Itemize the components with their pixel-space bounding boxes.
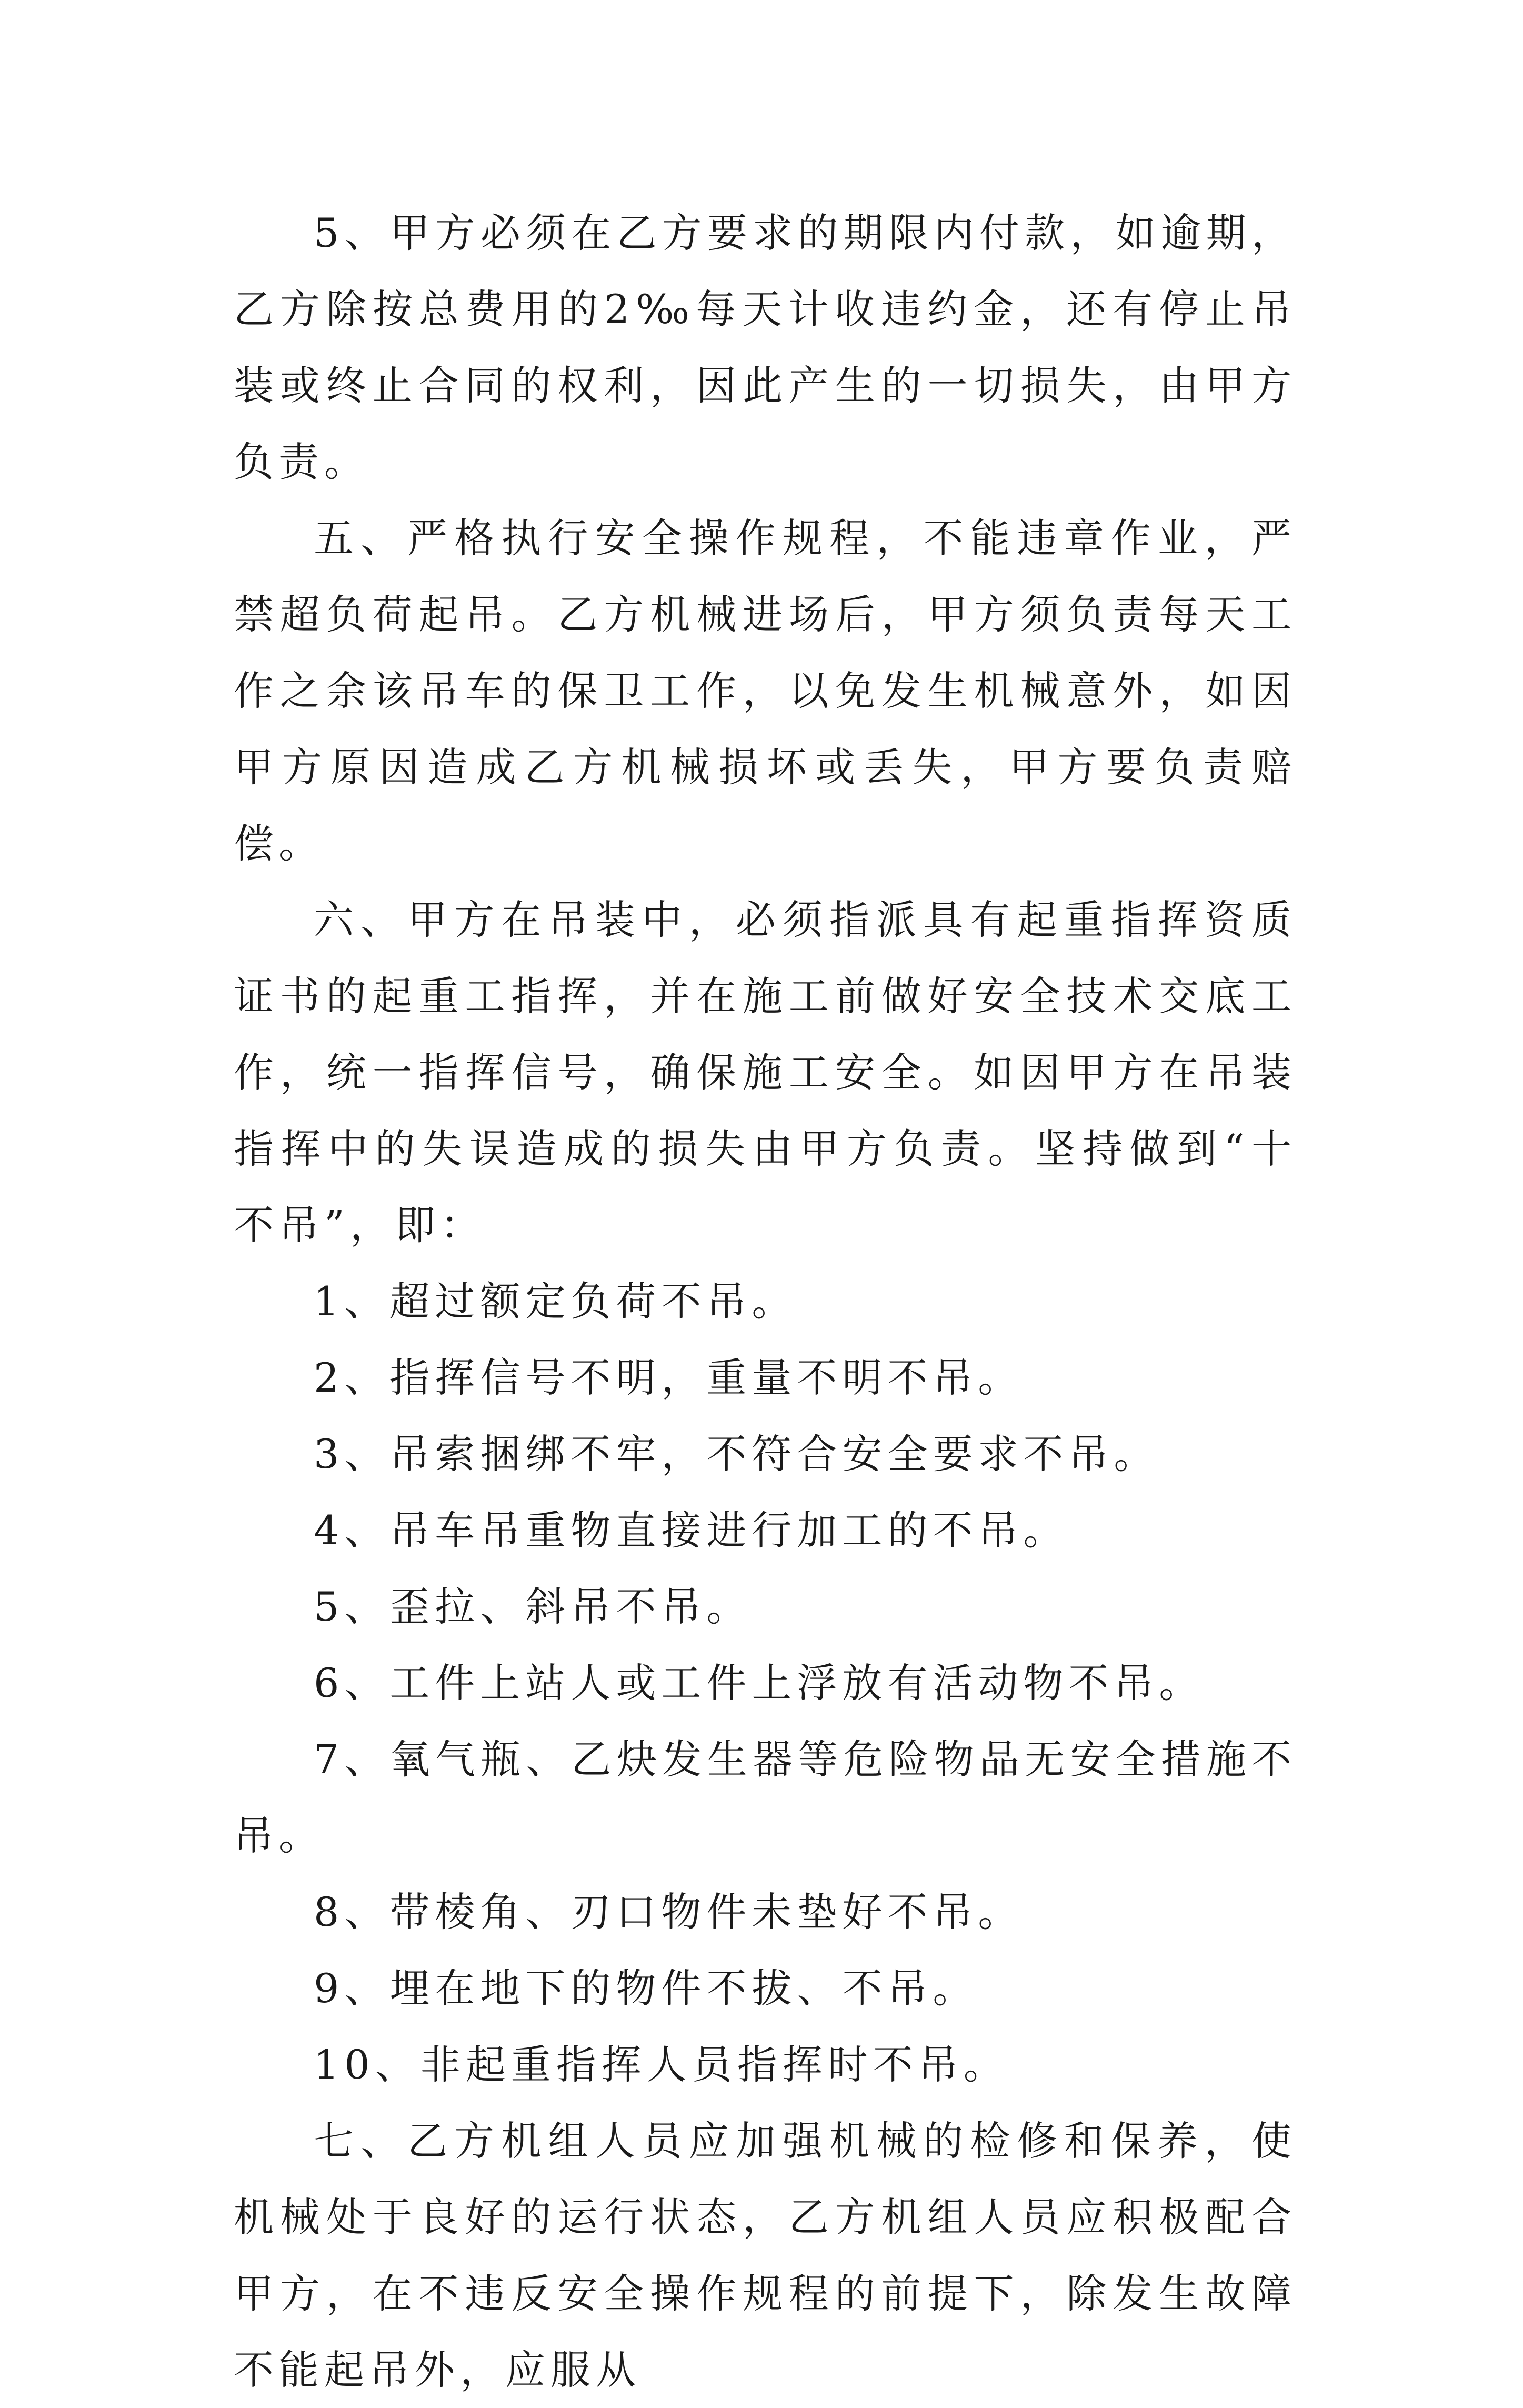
- document-body: [234, 195, 1297, 2408]
- list-item-rule-5: 5、歪拉、斜吊不吊。: [314, 1583, 752, 1630]
- paragraph-payment-terms: 5、甲方必须在乙方要求的期限内付款，如逾期，乙方除按总费用的2‰每天计收违约金，还有停止吊装或终止合同的权利，因此产生的一切损失，由甲方负责。: [234, 209, 1297, 485]
- list-item-rule-6: 6、工件上站人或工件上浮放有活动物不吊。: [314, 1660, 1205, 1706]
- paragraph-clause-seven: 七、乙方机组人员应加强机械的检修和保养，使机械处于良好的运行状态，乙方机组人员应积极配合甲方，在不违反安全操作规程的前提下，除发生故障不能起吊外，应服从: [234, 2117, 1297, 2393]
- list-item-rule-9: 9、埋在地下的物件不拔、不吊。: [314, 1965, 978, 2012]
- list-item-rule-3: 3、吊索捆绑不牢，不符合安全要求不吊。: [314, 1431, 1159, 1477]
- list-item-rule-10: 10、非起重指挥人员指挥时不吊。: [314, 2041, 1009, 2088]
- list-item-rule-2: 2、指挥信号不明，重量不明不吊。: [314, 1354, 1024, 1401]
- paragraph-clause-five: 五、严格执行安全操作规程，不能违章作业，严禁超负荷起吊。乙方机械进场后，甲方须负责每天工作之余该吊车的保卫工作，以免发生机械意外，如因甲方原因造成乙方机械损坏或丢失，甲方要负责赔偿。: [234, 515, 1297, 867]
- list-item-rule-8: 8、带棱角、刃口物件未垫好不吊。: [314, 1889, 1024, 1935]
- list-item-rule-7: 7、氧气瓶、乙炔发生器等危险物品无安全措施不吊。: [234, 1736, 1297, 1859]
- list-item-rule-1: 1、超过额定负荷不吊。: [314, 1278, 797, 1325]
- paragraph-clause-six: 六、甲方在吊装中，必须指派具有起重指挥资质证书的起重工指挥，并在施工前做好安全技术交底工作，统一指挥信号，确保施工安全。如因甲方在吊装指挥中的失误造成的损失由甲方负责。坚持做到“十不吊”，即：: [234, 896, 1297, 1248]
- list-item-rule-4: 4、吊车吊重物直接进行加工的不吊。: [314, 1507, 1069, 1554]
